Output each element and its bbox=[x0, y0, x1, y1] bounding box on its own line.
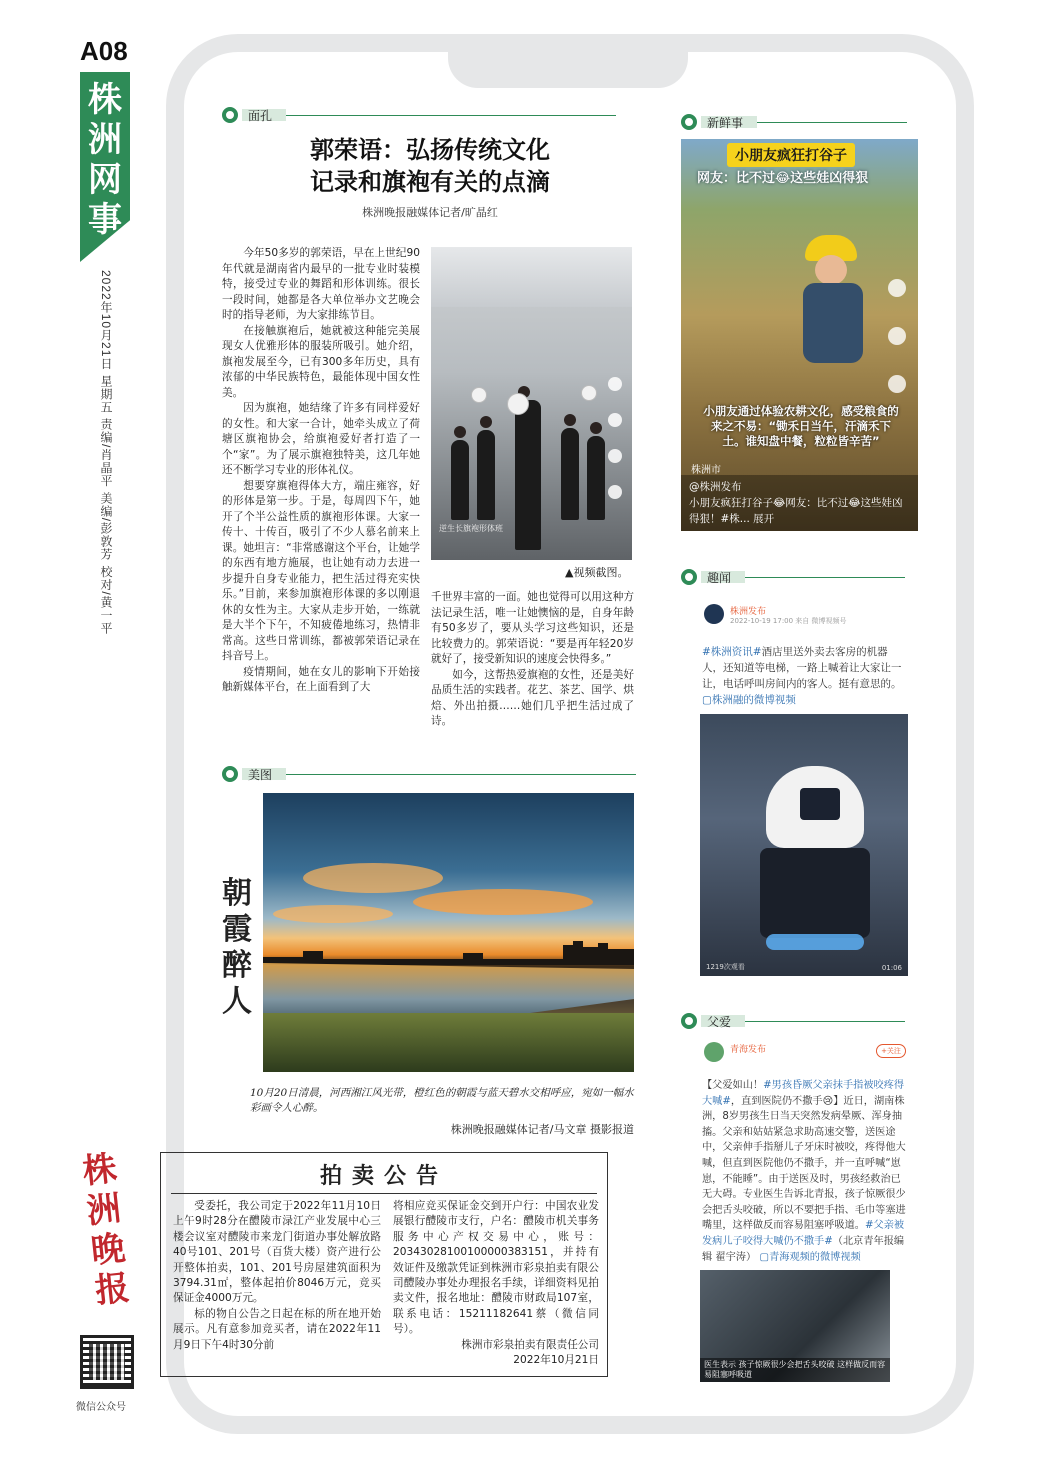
account-name[interactable]: 株洲发布 bbox=[730, 607, 767, 617]
video-subtitle: 网友：比不过😂这些娃凶得狠 bbox=[697, 171, 869, 186]
tag-fuai bbox=[681, 1012, 905, 1030]
auction-title: 拍卖公告 bbox=[319, 1163, 448, 1189]
paragraph: 疫情期间，她在女儿的影响下开始接触新媒体平台，在上面看到了大 bbox=[222, 665, 420, 693]
tag-rule bbox=[745, 577, 905, 578]
weibo-post-robot bbox=[698, 598, 910, 978]
tag-rule bbox=[745, 1021, 905, 1022]
comment-icon[interactable] bbox=[608, 413, 622, 427]
video-link[interactable]: ▢青海观频的微博视频 bbox=[759, 1251, 861, 1263]
tag-label: 父爱 bbox=[701, 1015, 745, 1027]
paragraph: 千世界丰富的一面。她也觉得可以用这种方法记录生活，唯一让她懊恼的是，自身年龄有50多岁了，要从头学习这些知识，还是比较费力的。郭荣语说：“要是再年轻20岁就好了，接受新知识的速度会快得多。” bbox=[431, 591, 634, 665]
video-caption: 小朋友通过体验农耕文化，感受粮食的来之不易：“锄禾日当午，汗滴禾下土。谁知盘中餐，粒粒皆辛苦” bbox=[703, 404, 899, 448]
meitu-title: 朝霞醉人 bbox=[222, 876, 252, 1019]
auction-notice bbox=[160, 1152, 608, 1377]
car-video[interactable] bbox=[700, 1270, 890, 1382]
tag-dot-icon bbox=[681, 1013, 697, 1029]
tag-quwen bbox=[681, 568, 905, 586]
video-caption: 医生表示 孩子惊厥很少会把舌头咬破 这样做反而容易阻塞呼吸道 bbox=[700, 1358, 890, 1382]
hashtag-link[interactable]: #男孩昏厥父亲抹手指被咬疼得大喊# bbox=[702, 1080, 905, 1107]
follow-button[interactable]: +关注 bbox=[876, 1044, 906, 1058]
auction-column-1 bbox=[173, 1199, 381, 1353]
like-icon[interactable] bbox=[608, 377, 622, 391]
auction-date: 2022年10月21日 bbox=[513, 1354, 599, 1367]
tag-meitu bbox=[222, 765, 636, 783]
paragraph: 因为旗袍，她结缘了许多有同样爱好的女性。和大家一合计，她牵头成立了荷塘区旗袍协会，给旗袍爱好者打造了一个“家”。为了展示旗袍独特美，这几年她还不断学习专业的形体礼仪。 bbox=[222, 402, 420, 476]
tag-dot-icon bbox=[681, 569, 697, 585]
figure bbox=[451, 440, 469, 520]
article-column-2 bbox=[431, 590, 634, 730]
tag-rule bbox=[757, 122, 907, 123]
video-description: 小朋友疯狂打谷子😂网友：比不过😂这些娃凶得狠！#株... 展开 bbox=[689, 497, 903, 525]
video-action-icons bbox=[608, 377, 624, 521]
video-footer bbox=[681, 475, 918, 531]
star-icon[interactable] bbox=[888, 375, 906, 393]
like-icon[interactable] bbox=[888, 279, 906, 297]
video-link[interactable]: ▢株洲融的微博视频 bbox=[702, 694, 796, 706]
tag-label: 趣闻 bbox=[701, 571, 745, 583]
city-skyline bbox=[263, 941, 634, 965]
tag-label: 面孔 bbox=[242, 109, 286, 121]
comment-icon[interactable] bbox=[888, 327, 906, 345]
weibo-post-father bbox=[698, 1036, 910, 1388]
paragraph: 标的物自公告之日起在标的所在地开始展示。凡有意参加竞买者，请在2022年11月9日下午4时30分前 bbox=[173, 1307, 381, 1351]
paragraph: 今年50多岁的郭荣语，早在上世纪90年代就是湖南省内最早的一批专业时装模特，接受过专业的舞蹈和形体训练。很长一段时间，她都是各大单位举办文艺晚会时的指导老师，为大家排练节目。 bbox=[222, 247, 420, 321]
post-text bbox=[702, 644, 906, 708]
figure-lead bbox=[515, 400, 541, 550]
meitu-caption: 10月20日清晨，河西湘江风光带，橙红色的朝霞与蓝天碧水交相呼应，宛如一幅水彩画令人心醉。 bbox=[250, 1087, 634, 1114]
post-meta: 2022-10-19 17:00 来自 微博视频号 bbox=[730, 617, 847, 625]
auction-signer: 株洲市彩泉拍卖有限责任公司 bbox=[461, 1338, 599, 1351]
hashtag-link[interactable]: #株洲资讯# bbox=[702, 646, 762, 658]
cloud bbox=[273, 905, 393, 923]
tag-rule bbox=[286, 115, 616, 116]
paragraph: 想要穿旗袍得体大方，端庄雍容，好的形体是第一步。于是，每周四下午，她开了个半公益性质的旗袍形体课。大家一传十、十传百，吸引了不少人慕名前来上课。她坦言：“非常感谢这个平台，让她学的东西有地方施展，也让她有动力去进一步提升自身专业能力，把生活过得充实快乐。”目前，来参加旗袍形体课的多以刚退休的女性为主。大家从走步开始，一练就是大半个下午，不知疲倦地练习，热情非常高。这些日常训练，都被郭荣语记录在抖音号上。 bbox=[222, 479, 420, 662]
paragraph: 在接触旗袍后，她就被这种能完美展现女人优雅形体的服装所吸引。她介绍，旗袍发展至今，已有300多年历史，具有浓郁的中华民族特色，最能体现中国女性美。 bbox=[222, 324, 420, 399]
view-count: 1219次观看 bbox=[706, 963, 745, 971]
tag-rule bbox=[286, 774, 636, 775]
tag-mianmao bbox=[222, 106, 616, 124]
tablet-notch bbox=[448, 34, 688, 88]
photo-ceiling bbox=[431, 247, 632, 307]
section-title: 株洲网事 bbox=[88, 80, 122, 240]
qr-code[interactable] bbox=[80, 1335, 134, 1389]
tag-dot-icon bbox=[222, 107, 238, 123]
paragraph: 将相应竞买保证金交到开户行：中国农业发展银行醴陵市支行，户名：醴陵市机关事务服务中心产权交易中心，账号：20343028100100000383151，并持有效证件及缴款凭证到株洲市彩泉拍卖有限公司醴陵办事处办理报名手续，详细资料见拍卖文件，报名地址：醴陵市财政局107室，联系电话：15211182641蔡（微信同号）。 bbox=[393, 1200, 599, 1336]
avatar[interactable] bbox=[704, 1042, 724, 1062]
star-icon[interactable] bbox=[608, 449, 622, 463]
post-source: （北京青年报编辑 翟宇涛） bbox=[702, 1235, 905, 1263]
account-name[interactable]: @株洲发布 bbox=[689, 481, 742, 493]
cloud bbox=[303, 863, 443, 893]
date-line: 2022年10月21日 星期五 责编/肖晶平 美编/彭敦芳 校对/黄一平 bbox=[99, 270, 113, 635]
cloud bbox=[413, 889, 593, 915]
video-card-harvest[interactable] bbox=[681, 139, 918, 531]
post-body: 酒店里送外卖去客房的机器人，还知道等电梯，一路上喊着让大家让一让，电话呼叫房间内的客人。挺有意思的。 bbox=[702, 646, 902, 690]
page-number: A08 bbox=[80, 36, 128, 66]
paper-logo: 株洲晚报 bbox=[80, 1148, 132, 1312]
tag-xinxian bbox=[681, 113, 907, 131]
account-name[interactable]: 青海发布 bbox=[730, 1045, 767, 1055]
qr-label: 微信公众号 bbox=[76, 1402, 126, 1413]
article-byline: 株洲晚报融媒体记者/旷晶红 bbox=[362, 206, 498, 219]
figure bbox=[587, 436, 605, 520]
fan-icon bbox=[471, 387, 487, 403]
tag-label: 美图 bbox=[242, 768, 286, 780]
sunset-photo[interactable] bbox=[263, 793, 634, 1072]
auction-rule bbox=[171, 1193, 597, 1194]
share-icon[interactable] bbox=[608, 485, 622, 499]
article-column-1 bbox=[222, 246, 420, 696]
photo-caption: ▲视频截图。 bbox=[565, 566, 629, 579]
riverbank bbox=[263, 1013, 634, 1072]
auction-column-2 bbox=[393, 1199, 599, 1368]
post-body: ，直到医院仍不撒手😢】近日，湖南株洲，8岁男孩生日当天突然发病晕厥、浑身抽搐。父亲和姑姑紧急求助高速交警，送医途中，父亲伸手指掰儿子牙床时被咬，疼得他大喊，但直到医院他仍不撒手，并一直呼喊“崽崽，不能睡”。由于送医及时，男孩经救治已无大碍。专业医生告诉北青报，孩子惊厥很少会把舌头咬破，所以不要把手指、毛巾等塞进嘴里，这样做反而容易阻塞呼吸道。 bbox=[702, 1095, 906, 1232]
figure bbox=[561, 428, 579, 520]
video-duration: 01:06 bbox=[881, 964, 902, 972]
paragraph: 如今，这帮热爱旗袍的女性，还是美好品质生活的实践者。花艺、茶艺、国学、烘焙、外出拍摄……她们几乎把生活过成了诗。 bbox=[431, 668, 634, 727]
headline-line-1: 郭荣语：弘扬传统文化 bbox=[310, 135, 550, 164]
headline-line-2: 记录和旗袍有关的点滴 bbox=[310, 167, 550, 196]
figure bbox=[477, 430, 495, 520]
paragraph: 受委托，我公司定于2022年11月10日上午9时28分在醴陵市渌江产业发展中心三楼会议室对醴陵市来龙门街道办事处解放路40号101、201号（百货大楼）资产进行公开整体拍卖，101、201号房屋建筑面积为3794.31㎡，整体起拍价8046万元，竞买保证金4000万元。 bbox=[173, 1200, 381, 1305]
tag-label: 新鲜事 bbox=[701, 116, 757, 128]
post-text bbox=[702, 1078, 906, 1265]
video-title: 小朋友疯狂打谷子 bbox=[727, 143, 855, 167]
avatar[interactable] bbox=[704, 604, 724, 624]
robot-figure bbox=[760, 766, 870, 956]
child-figure bbox=[799, 235, 869, 365]
hashtag-link[interactable]: #父亲被发病儿子咬得大喊仍不撒手# bbox=[702, 1220, 905, 1247]
fan-icon bbox=[581, 385, 597, 401]
video-action-icons bbox=[888, 279, 908, 423]
tag-dot-icon bbox=[681, 114, 697, 130]
tag-dot-icon bbox=[222, 766, 238, 782]
location-label: 株洲市 bbox=[691, 465, 721, 476]
fan-icon bbox=[507, 393, 529, 415]
post-lead: 【父爱如山！ bbox=[702, 1080, 764, 1091]
article-headline bbox=[260, 134, 600, 198]
robot-video[interactable] bbox=[700, 714, 908, 976]
meitu-credit: 株洲晚报融媒体记者/马文章 摄影报道 bbox=[450, 1123, 634, 1136]
photo-overlay-text: 逆生长旗袍形体班 bbox=[439, 524, 503, 533]
dance-photo[interactable] bbox=[431, 247, 632, 560]
